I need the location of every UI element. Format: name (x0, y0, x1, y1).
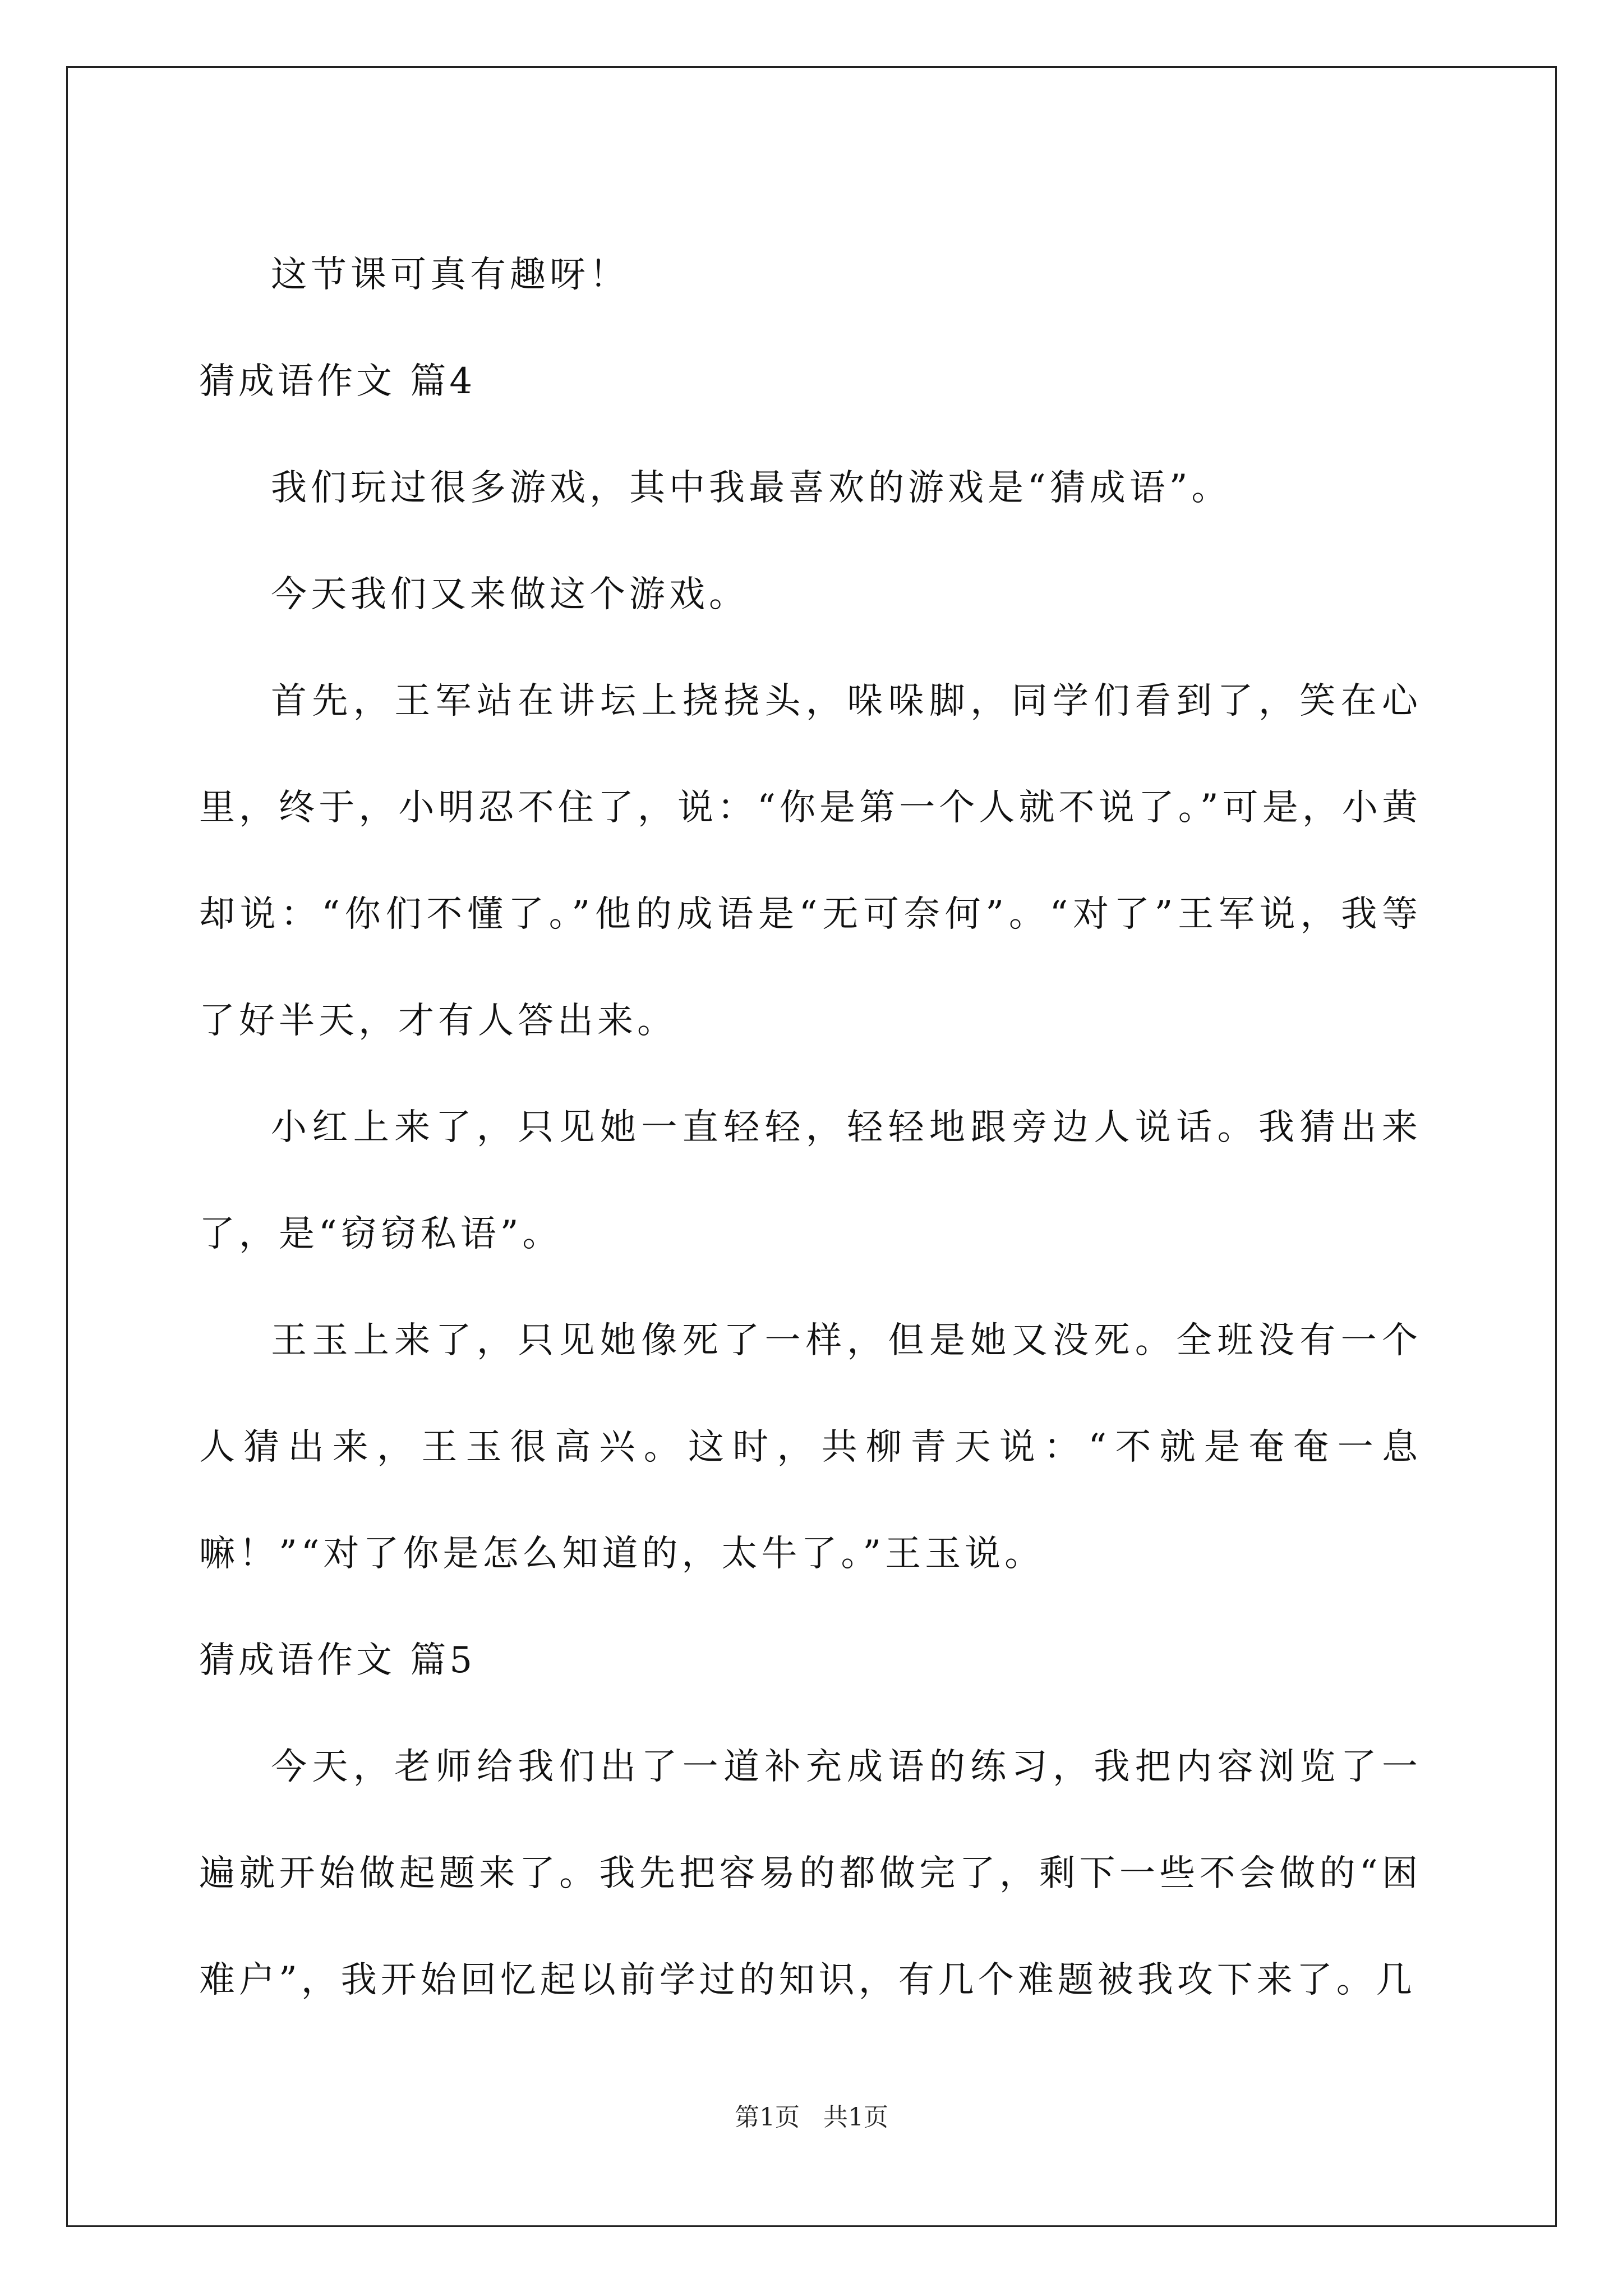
paragraph: 今天，老师给我们出了一道补充成语的练习，我把内容浏览了一遍就开始做起题来了。我先把容易的都做完了，剩下一些不会做的“困难户”，我开始回忆起以前学过的知识，有几个难题被我攻下来了。几 (199, 1746, 1422, 2001)
paragraph: 这节课可真有趣呀！ (271, 254, 629, 296)
page-number-current: 第1页 (735, 2103, 800, 2132)
paragraph: 小红上来了，只见她一直轻轻，轻轻地跟旁边人说话。我猜出来了，是“窃窃私语”。 (199, 1107, 1422, 1255)
page-footer (0, 2097, 1623, 2133)
paragraph: 我们玩过很多游戏，其中我最喜欢的游戏是“猜成语”。 (271, 467, 1232, 509)
page-number-total: 共1页 (823, 2103, 888, 2132)
section-heading: 猜成语作文 篇4 (199, 361, 476, 402)
paragraph: 首先，王军站在讲坛上挠挠头，哚哚脚，同学们看到了，笑在心里，终于，小明忍不住了，说：“你是第一个人就不说了。”可是，小黄却说：“你们不懂了。”他的成语是“无可奈何”。“对了”王军说，我等了好半天，才有人答出来。 (199, 680, 1422, 1042)
document-body (199, 222, 1422, 2033)
section-heading: 猜成语作文 篇5 (199, 1640, 476, 1681)
paragraph: 今天我们又来做这个游戏。 (271, 574, 749, 615)
paragraph: 王玉上来了，只见她像死了一样，但是她又没死。全班没有一个人猜出来，王玉很高兴。这时，共柳青天说：“不就是奄奄一息嘛！”“对了你是怎么知道的，太牛了。”王玉说。 (199, 1320, 1422, 1575)
